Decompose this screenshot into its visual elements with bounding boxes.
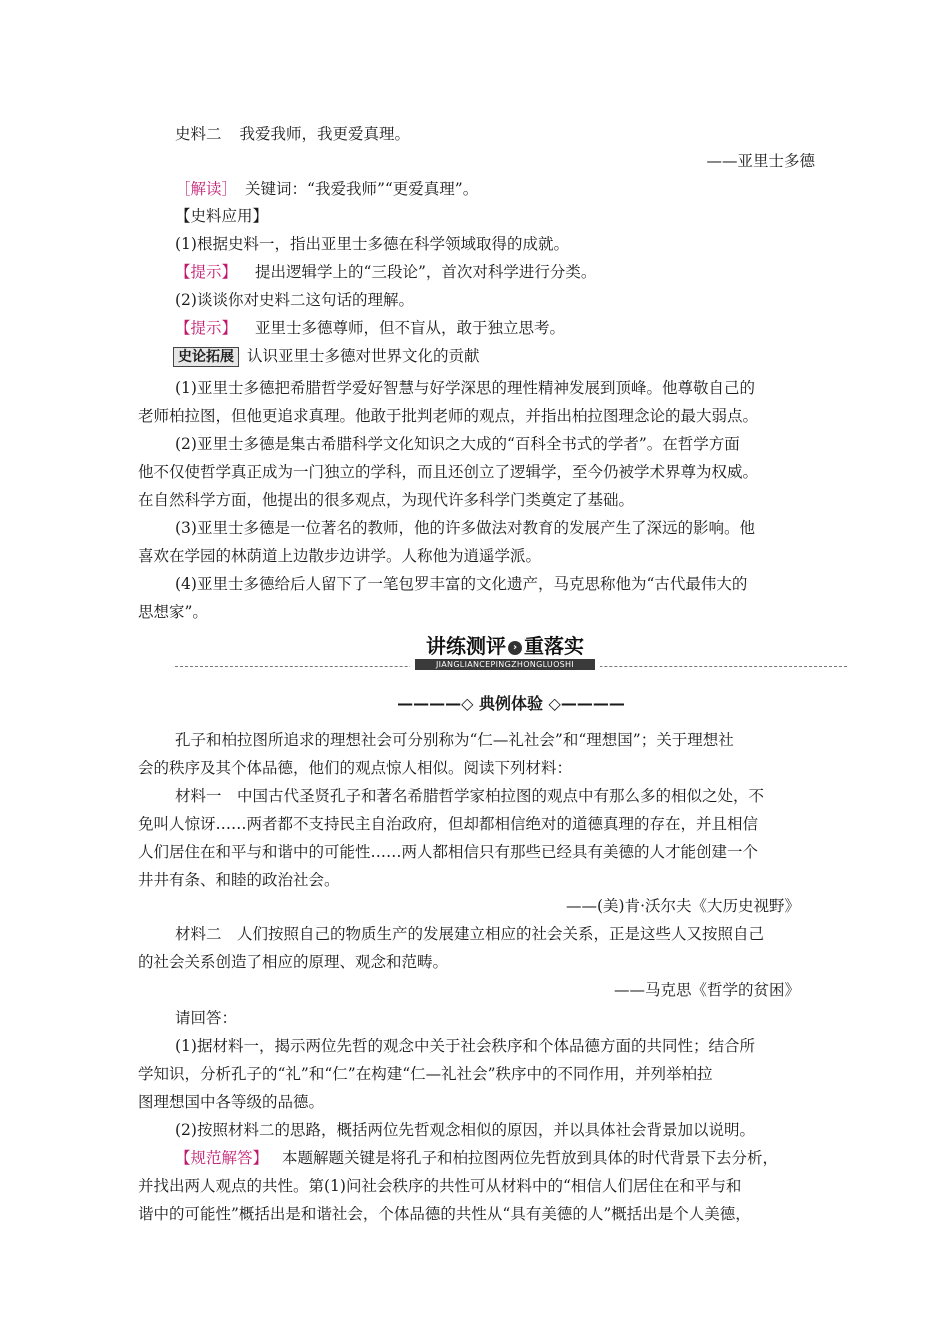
banner-title bbox=[410, 634, 600, 658]
interpretation-tag: ［解读］ bbox=[175, 180, 238, 198]
answer-line1 bbox=[175, 1148, 778, 1168]
apply-heading: 【史料应用】 bbox=[175, 207, 269, 225]
banner-subtitle: JIANGLIANCEPINGZHONGLUOSHI bbox=[415, 659, 595, 670]
example-intro-line2: 会的秩序及其个体品德，他们的观点惊人相似。阅读下列材料： bbox=[138, 759, 573, 777]
arrow-right-icon: › bbox=[508, 641, 522, 655]
example-q1-line3: 图理想国中各等级的品德。 bbox=[138, 1093, 325, 1111]
source2-text: 我爱我师，我更爱真理。 bbox=[239, 125, 411, 143]
hint-1-text: 提出逻辑学上的“三段论”，首次对科学进行分类。 bbox=[255, 263, 597, 281]
expansion-p2-line2: 他不仅使哲学真正成为一门独立的学科，而且还创立了逻辑学，至今仍被学术界尊为权威。 bbox=[138, 463, 759, 481]
question-1: (1)根据史料一，指出亚里士多德在科学领域取得的成就。 bbox=[175, 235, 569, 253]
hint-tag: 【提示】 bbox=[175, 263, 238, 281]
question-2: (2)谈谈你对史料二这句话的理解。 bbox=[175, 291, 414, 309]
expansion-p4-line1: (4)亚里士多德给后人留下了一笔包罗丰富的文化遗产，马克思称他为“古代最伟大的 bbox=[175, 575, 748, 593]
hint-tag: 【提示】 bbox=[175, 319, 238, 337]
source2-label: 史料二 bbox=[175, 125, 222, 143]
ask-line: 请回答： bbox=[175, 1009, 238, 1027]
source2-line bbox=[175, 124, 410, 144]
example-q1-line1: (1)据材料一，揭示两位先哲的观念中关于社会秩序和个体品德方面的共同性；结合所 bbox=[175, 1037, 755, 1055]
expansion-p2-line1: (2)亚里士多德是集古希腊科学文化知识之大成的“百科全书式的学者”。在哲学方面 bbox=[175, 435, 740, 453]
expansion-p1-line1: (1)亚里士多德把希腊哲学爱好智慧与好学深思的理性精神发展到顶峰。他尊敬自己的 bbox=[175, 379, 755, 397]
example-intro-line1: 孔子和柏拉图所追求的理想社会可分别称为“仁—礼社会”和“理想国”；关于理想社 bbox=[175, 731, 734, 749]
interpretation-line bbox=[175, 179, 478, 199]
expansion-p2-line3: 在自然科学方面，他提出的很多观点，为现代许多科学门类奠定了基础。 bbox=[138, 491, 635, 509]
example-q1-line2: 学知识，分析孔子的“礼”和“仁”在构建“仁—礼社会”秩序中的不同作用，并列举柏拉 bbox=[138, 1065, 713, 1083]
hint-1-line bbox=[175, 262, 596, 282]
interpretation-text: 关键词：“我爱我师”“更爱真理”。 bbox=[245, 180, 479, 198]
material1-line2: 免叫人惊讶……两者都不支持民主自治政府，但却都相信绝对的道德真理的存在，并且相信 bbox=[138, 815, 759, 833]
expansion-p4-line2: 思想家”。 bbox=[138, 603, 208, 621]
expansion-title: 认识亚里士多德对世界文化的贡献 bbox=[247, 347, 480, 365]
example-heading: ————◇ 典例体验 ◇———— bbox=[397, 694, 625, 713]
hint-2-text: 亚里士多德尊师，但不盲从，敢于独立思考。 bbox=[255, 319, 566, 337]
example-q2: (2)按照材料二的思路，概括两位先哲观念相似的原因，并以具体社会背景加以说明。 bbox=[175, 1121, 755, 1139]
material1-line4: 井井有条、和睦的政治社会。 bbox=[138, 871, 340, 889]
material2-line1: 材料二 人们按照自己的物质生产的发展建立相应的社会关系，正是这些人又按照自己 bbox=[175, 925, 765, 943]
expansion-p3-line2: 喜欢在学园的林荫道上边散步边讲学。人称他为逍遥学派。 bbox=[138, 547, 542, 565]
material2-line2: 的社会关系创造了相应的原理、观念和范畴。 bbox=[138, 953, 449, 971]
answer-tag: 【规范解答】 bbox=[175, 1149, 269, 1167]
expansion-p1-line2: 老师柏拉图，但他更追求真理。他敢于批判老师的观点，并指出柏拉图理念论的最大弱点。 bbox=[138, 407, 759, 425]
material1-attribution: ——(美)肯·沃尔夫《大历史视野》 bbox=[565, 897, 800, 915]
section-banner bbox=[410, 634, 600, 676]
source2-attribution: ——亚里士多德 bbox=[706, 152, 815, 170]
material1-line3: 人们居住在和平与和谐中的可能性……两人都相信只有那些已经具有美德的人才能创建一个 bbox=[138, 843, 759, 861]
banner-title-right: 重落实 bbox=[524, 634, 584, 658]
expansion-p3-line1: (3)亚里士多德是一位著名的教师，他的许多做法对教育的发展产生了深远的影响。他 bbox=[175, 519, 755, 537]
material2-attribution: ——马克思《哲学的贫困》 bbox=[613, 981, 800, 999]
banner-title-left: 讲练测评 bbox=[426, 634, 506, 658]
answer-line3: 谐中的可能性”概括出是和谐社会，个体品德的共性从“具有美德的人”概括出是个人美德， bbox=[138, 1205, 751, 1223]
material1-line1: 材料一 中国古代圣贤孔子和著名希腊哲学家柏拉图的观点中有那么多的相似之处，不 bbox=[175, 787, 765, 805]
answer-line2: 并找出两人观点的共性。第(1)问社会秩序的共性可从材料中的“相信人们居住在和平与和 bbox=[138, 1177, 742, 1195]
hint-2-line bbox=[175, 318, 565, 338]
answer-text-line1: 本题解题关键是将孔子和柏拉图两位先哲放到具体的时代背景下去分析， bbox=[282, 1149, 779, 1167]
expansion-tag: 史论拓展 bbox=[173, 347, 239, 367]
expansion-heading bbox=[173, 346, 480, 367]
